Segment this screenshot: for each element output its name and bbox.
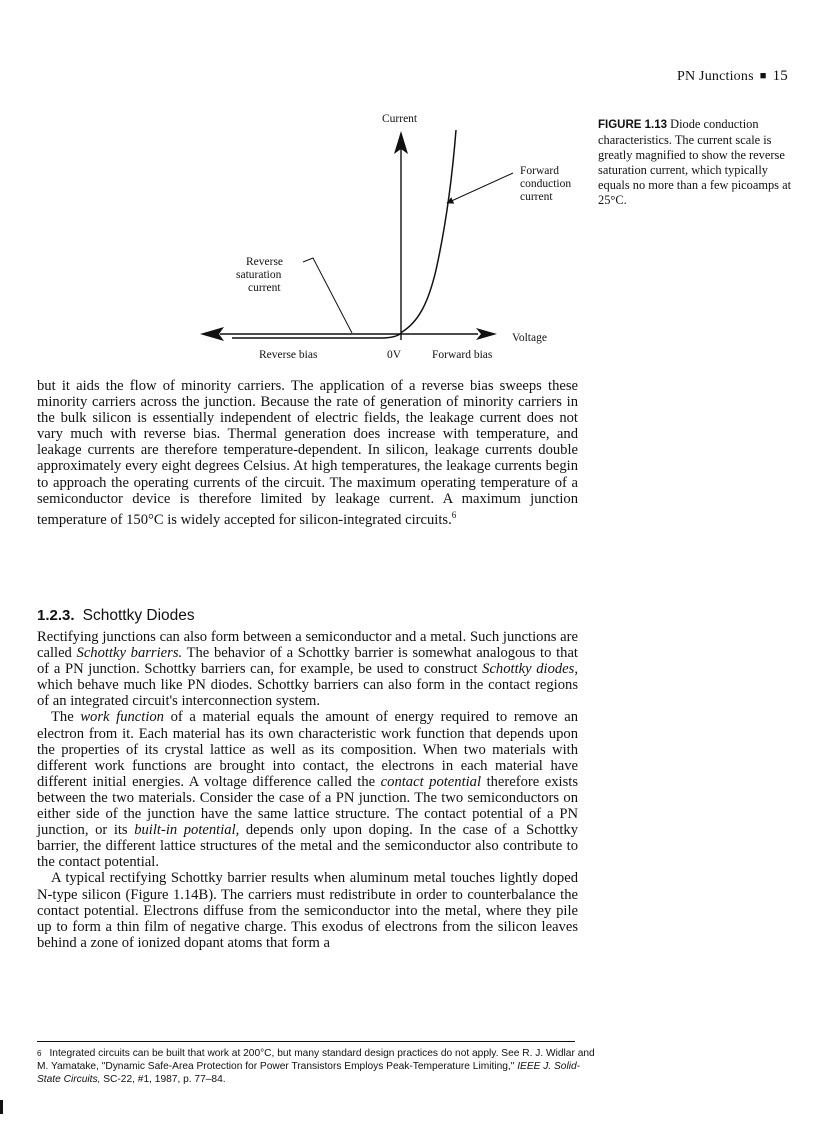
body-paragraph-top [37,378,578,528]
text-run: The behavior of a Schottky barrier is somewhat analogous to that of a PN junction. Schottky barriers can, for example, be used to construct [37,645,578,678]
footnote-reference: 6 [451,509,457,520]
running-title: PN Junctions [677,69,754,84]
figure-label: FIGURE 1.13 [598,119,668,131]
reverse-bias-label: Reverse bias [259,349,318,361]
text-run: A typical rectifying Schottky barrier results when aluminum metal touches lightly doped N-type silicon (Figure 1.14B). The carriers must redistribute in order to counterbalance the contact potential. Electrons diffuse from the semiconductor into the metal, where they pile up to form a thin film of negative charge. This exodus of electrons from the silicon leaves behind a zone of ionized dopant atoms that form a [37,870,578,951]
term-contact-potential: contact potential [380,773,482,790]
forward-bias-label: Forward bias [432,349,493,361]
paragraph-text: but it aids the flow of minority carriers. The application of a reverse bias sweeps these minority carriers across the junction. Because the rate of generation of minority carriers in the bulk silicon is essentially independent of electric fields, the leakage current does not vary much with reverse bias. Thermal generation does increase with temperature, and leakage currents are therefore temperature-dependent. In silicon, leakage currents double approximately every eight degrees Celsius. At high temperatures, the leakage currents begin to approach the operating currents of the circuit. The maximum operating temperature of a semiconductor device is therefore limited by leakage current. A maximum junction temperature of 150°C is widely accepted for silicon-integrated circuits. [37,378,578,528]
text-run: Rectifying junctions can also form between a semiconductor and a metal. Such junctions are called [37,629,578,662]
forward-current-leader [447,173,513,203]
term-built-in-potential: built-in potential, [134,822,240,839]
paragraph-work-function [37,709,578,870]
iv-curve [232,130,456,338]
footnote-journal: IEEE J. Solid-State Circuits, [37,1061,581,1085]
text-run: The [51,709,81,726]
reverse-label-line3: current [248,282,281,294]
forward-label-line3: current [520,191,553,203]
figure-caption [598,117,793,208]
footnote-marker: 6 [37,1049,42,1058]
header-separator: ■ [759,70,767,82]
forward-label-line1: Forward [520,165,559,177]
footnote [37,1047,597,1086]
footnote-text: SC-22, #1, 1987, p. 77–84. [100,1074,226,1085]
section-number: 1.2.3. [37,607,75,624]
current-axis-label: Current [382,113,418,125]
paragraph-schottky-intro [37,629,578,709]
section-title: Schottky Diodes [82,607,195,624]
paragraph-rectifying-barrier [37,870,578,950]
reverse-current-leader [303,258,352,333]
text-run: therefore exists between the two materials. Consider the case of a PN junction. The two semiconductors on either side of the junction have the same lattice structure. The contact potential of a PN junction, or its [37,773,579,839]
margin-mark [0,1100,3,1114]
term-schottky-diodes: Schottky diodes, [482,661,578,678]
text-run: depends only upon doping. In the case of a Schottky barrier, the different lattice structures of the metal and the semiconductor also contribute to the contact potential. [37,822,578,871]
footnote-rule [37,1041,575,1042]
voltage-axis-arrowhead [476,328,497,340]
term-work-function: work function [80,709,164,726]
text-run: of a material equals the amount of energy required to remove an electron from it. Each material has its own characteristic work function that depends upon the properties of its crystal lattice as well as its composition. When two materials with different work functions are brought into contact, the electrons in each material have different initial energies. A voltage difference called the [37,709,578,790]
page-number: 15 [772,68,788,84]
forward-label-line2: conduction [520,178,572,190]
reverse-label-line2: saturation [236,269,282,281]
section-heading [37,605,195,625]
section-body [37,629,578,951]
text-run: which behave much like PN diodes. Schottky barriers can also form in the contact regions of an integrated circuit's interconnection system. [37,677,578,710]
figure-caption-text: Diode conduction characteristics. The current scale is greatly magnified to show the reverse saturation current, which typically equals no more than a few picoamps at 25°C. [598,117,792,207]
term-schottky-barriers: Schottky barriers. [76,645,183,662]
footnote-text: Integrated circuits can be built that work at 200°C, but many standard design practices do not apply. See R. J. Widlar and M. Yamatake, "Dynamic Safe-Area Protection for Power Transistors Employs Peak-Temperature Limiting," [37,1048,595,1072]
voltage-axis-label: Voltage [512,332,547,344]
reverse-label-line1: Reverse [246,256,284,268]
zero-volts-label: 0V [387,349,402,361]
